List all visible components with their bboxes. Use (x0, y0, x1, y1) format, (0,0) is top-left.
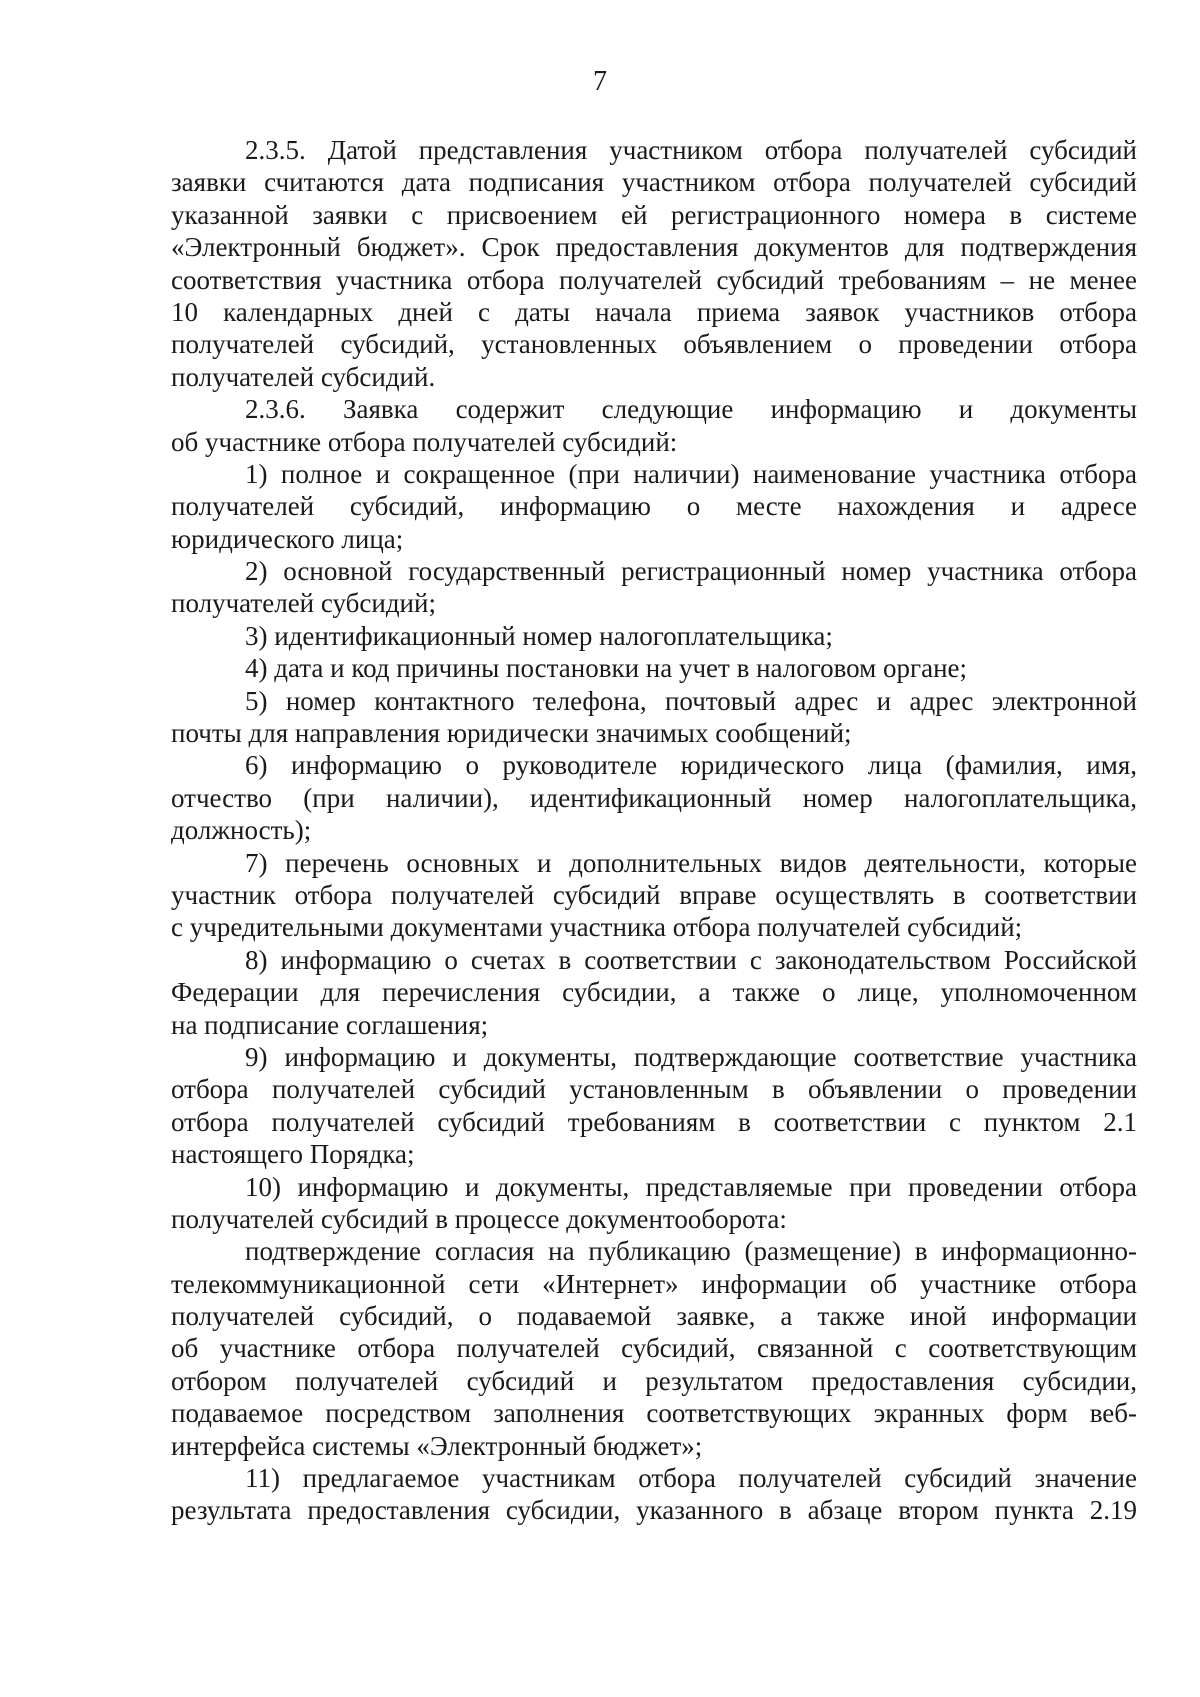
text-line: почты для направления юридически значимых сообщений; (171, 718, 852, 749)
document-body (171, 134, 1137, 1527)
text-line: подтверждение согласия на публикацию (размещение) в информационно- (245, 1236, 1137, 1267)
text-line: отчество (при наличии), идентификационный номер налогоплательщика, (171, 782, 1137, 813)
text-line: 2.3.6. Заявка содержит следующие информацию и документы (245, 394, 1137, 425)
text-line: участник отбора получателей субсидий вправе осуществлять в соответствии (171, 879, 1137, 910)
text-line: 2.3.5. Датой представления участником отбора получателей субсидий (245, 135, 1137, 165)
text-line: должность); (171, 815, 312, 846)
text-line: получателей субсидий в процессе документооборота: (171, 1203, 787, 1234)
text-line: с учредительными документами участника отбора получателей субсидий; (171, 912, 1023, 943)
paragraph-item-7 (171, 847, 1137, 944)
text-line: 2) основной государственный регистрационный номер участника отбора (245, 556, 1137, 587)
text-line: заявки считаются дата подписания участником отбора получателей субсидий (171, 167, 1137, 198)
paragraph-item-1 (171, 458, 1137, 555)
text-line: 6) информацию о руководителе юридического лица (фамилия, имя, (245, 750, 1137, 781)
text-line: отбором получателей субсидий и результатом предоставления субсидии, (171, 1365, 1137, 1396)
text-line: результата предоставления субсидии, указанного в абзаце втором пункта 2.19 (171, 1495, 1137, 1526)
text-line: указанной заявки с присвоением ей регистрационного номера в системе (171, 199, 1137, 230)
paragraph-p-2-3-6 (171, 393, 1137, 458)
paragraph-item-2 (171, 555, 1137, 620)
text-line: 7) перечень основных и дополнительных видов деятельности, которые (245, 847, 1137, 878)
text-line: Федерации для перечисления субсидии, а также о лице, уполномоченном (171, 977, 1137, 1008)
paragraph-p-2-3-5 (171, 134, 1137, 393)
text-line: телекоммуникационной сети «Интернет» информации об участнике отбора (171, 1268, 1137, 1299)
paragraph-item-6 (171, 749, 1137, 846)
paragraph-item-10 (171, 1171, 1137, 1236)
text-line: подаваемое посредством заполнения соответствующих экранных форм веб- (171, 1398, 1137, 1429)
paragraph-item-3 (171, 620, 1137, 652)
text-line: 5) номер контактного телефона, почтовый адрес и адрес электронной (245, 685, 1137, 716)
text-line: получателей субсидий, установленных объявлением о проведении отбора (171, 329, 1137, 360)
text-line: об участнике отбора получателей субсидий: (171, 426, 678, 457)
paragraph-item-5 (171, 685, 1137, 750)
paragraph-item-11 (171, 1462, 1137, 1527)
page-number: 7 (593, 66, 607, 97)
text-line: получателей субсидий, информацию о месте нахождения и адресе (171, 491, 1137, 522)
text-line: 10) информацию и документы, представляемые при проведении отбора (245, 1171, 1137, 1202)
text-line: получателей субсидий; (171, 588, 436, 619)
paragraph-item-4 (171, 652, 1137, 684)
text-line: 9) информацию и документы, подтверждающие соответствие участника (245, 1041, 1137, 1072)
text-line: 3) идентификационный номер налогоплательщика; (245, 620, 833, 651)
paragraph-item-9 (171, 1041, 1137, 1171)
text-line: юридического лица; (171, 523, 404, 554)
text-line: «Электронный бюджет». Срок предоставления документов для подтверждения (171, 232, 1137, 263)
text-line: отбора получателей субсидий требованиям в соответствии с пунктом 2.1 (171, 1106, 1137, 1137)
text-line: отбора получателей субсидий установленным в объявлении о проведении (171, 1074, 1137, 1105)
text-line: получателей субсидий. (171, 361, 436, 392)
paragraph-item-8 (171, 944, 1137, 1041)
text-line: об участнике отбора получателей субсидий, связанной с соответствующим (171, 1333, 1137, 1364)
text-line: 4) дата и код причины постановки на учет в налоговом органе; (245, 653, 967, 684)
text-line: 8) информацию о счетах в соответствии с законодательством Российской (245, 944, 1137, 975)
text-line: на подписание соглашения; (171, 1009, 489, 1040)
text-line: интерфейса системы «Электронный бюджет»; (171, 1430, 703, 1461)
text-line: 10 календарных дней с даты начала приема заявок участников отбора (171, 296, 1137, 327)
paragraph-item-10-sub (171, 1235, 1137, 1462)
text-line: получателей субсидий, о подаваемой заявке, а также иной информации (171, 1301, 1137, 1332)
text-line: соответствия участника отбора получателей субсидий требованиям – не менее (171, 264, 1137, 295)
text-line: 11) предлагаемое участникам отбора получателей субсидий значение (245, 1463, 1137, 1494)
text-line: настоящего Порядка; (171, 1139, 415, 1170)
text-line: 1) полное и сокращенное (при наличии) наименование участника отбора (245, 458, 1137, 489)
